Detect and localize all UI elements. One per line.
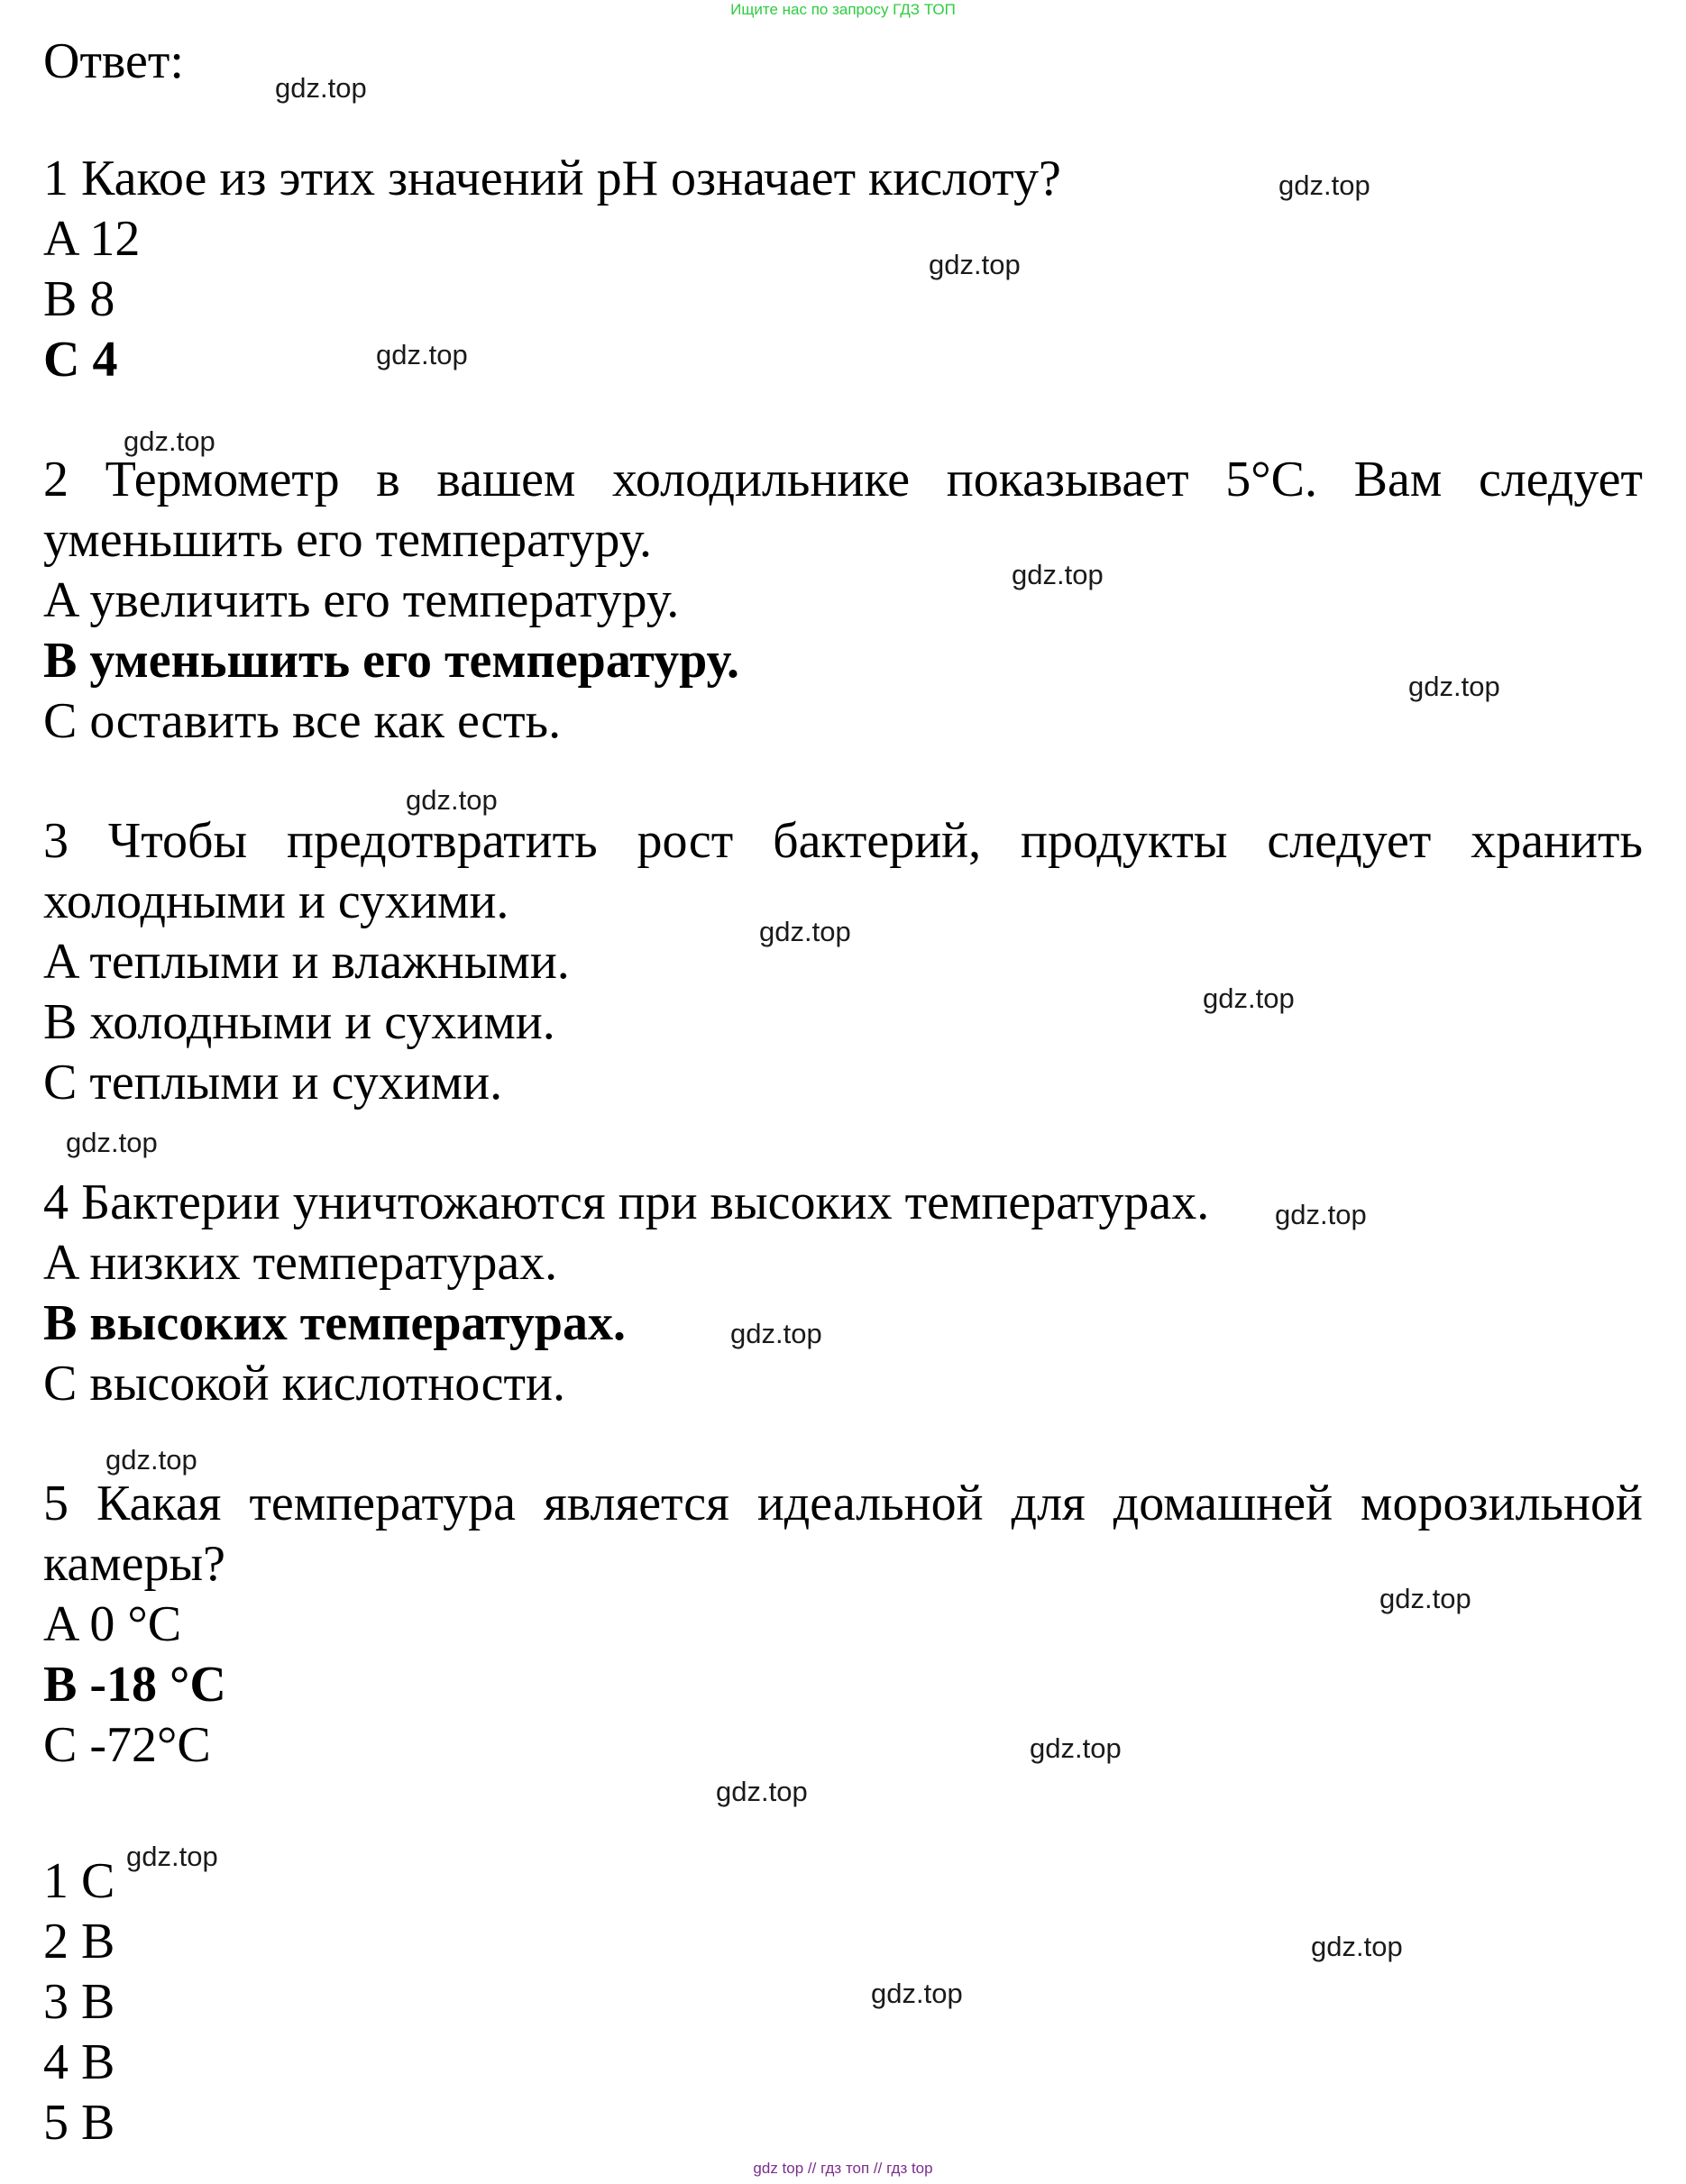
watermark: gdz.top — [275, 72, 367, 104]
watermark: gdz.top — [1203, 982, 1295, 1014]
correct-option: C 4 — [43, 332, 118, 388]
watermark: gdz.top — [1275, 1199, 1367, 1230]
answer-key-line: 5 B — [43, 2095, 115, 2151]
watermark: gdz.top — [376, 339, 468, 370]
watermark: gdz.top — [406, 784, 498, 816]
question-block — [43, 149, 1643, 390]
option: A 0 °C — [43, 1596, 182, 1652]
watermark: gdz.top — [730, 1318, 822, 1349]
question-block — [43, 1474, 1643, 1776]
question-text: 2 Термометр в вашем холодильнике показывает 5°C. Вам следует уменьшить его температуру. — [43, 452, 1643, 568]
watermark: gdz.top — [105, 1444, 197, 1476]
option: B 8 — [43, 271, 115, 327]
question-block — [43, 811, 1643, 1113]
option: B холодными и сухими. — [43, 994, 555, 1050]
footer-banner: gdz top // гдз топ // гдз top — [753, 2160, 933, 2177]
answer-key-line: 4 B — [43, 2034, 115, 2090]
option: C оставить все как есть. — [43, 693, 562, 749]
option: C -72°C — [43, 1717, 211, 1773]
watermark: gdz.top — [716, 1776, 808, 1807]
question-text: 3 Чтобы предотвратить рост бактерий, продукты следует хранить холодными и сухими. — [43, 813, 1643, 929]
watermark: gdz.top — [871, 1978, 963, 2009]
answer-key-line: 1 C — [43, 1853, 115, 1909]
option: C теплыми и сухими. — [43, 1055, 503, 1110]
answer-heading: Ответ: — [43, 33, 184, 89]
question-block — [43, 1173, 1643, 1414]
watermark: gdz.top — [1278, 169, 1370, 201]
question-text: 5 Какая температура является идеальной для домашней морозильной камеры? — [43, 1476, 1643, 1592]
answer-key — [43, 1851, 1643, 2153]
watermark: gdz.top — [1408, 671, 1500, 702]
watermark: gdz.top — [1311, 1931, 1403, 1962]
correct-option: B высоких температурах. — [43, 1295, 626, 1351]
question-text: 1 Какое из этих значений pH означает кислоту? — [43, 151, 1061, 206]
option: A 12 — [43, 211, 141, 267]
option: A низких температурах. — [43, 1235, 558, 1291]
option: C высокой кислотности. — [43, 1356, 565, 1412]
question-text: 4 Бактерии уничтожаются при высоких температурах. — [43, 1174, 1210, 1230]
top-banner: Ищите нас по запросу ГДЗ ТОП — [730, 1, 956, 18]
watermark: gdz.top — [929, 249, 1021, 280]
watermark: gdz.top — [759, 916, 851, 947]
watermark: gdz.top — [1379, 1583, 1471, 1614]
question-block — [43, 450, 1643, 752]
answer-key-line: 2 B — [43, 1914, 115, 1969]
watermark: gdz.top — [1012, 559, 1104, 590]
watermark: gdz.top — [124, 425, 215, 457]
option: A увеличить его температуру. — [43, 572, 680, 628]
answer-key-line: 3 B — [43, 1974, 115, 2030]
correct-option: B уменьшить его температуру. — [43, 633, 739, 689]
correct-option: B -18 °C — [43, 1657, 226, 1713]
watermark: gdz.top — [66, 1127, 158, 1158]
watermark: gdz.top — [1030, 1732, 1122, 1764]
answer-content — [43, 32, 1643, 2153]
option: A теплыми и влажными. — [43, 934, 570, 990]
watermark: gdz.top — [126, 1841, 218, 1872]
